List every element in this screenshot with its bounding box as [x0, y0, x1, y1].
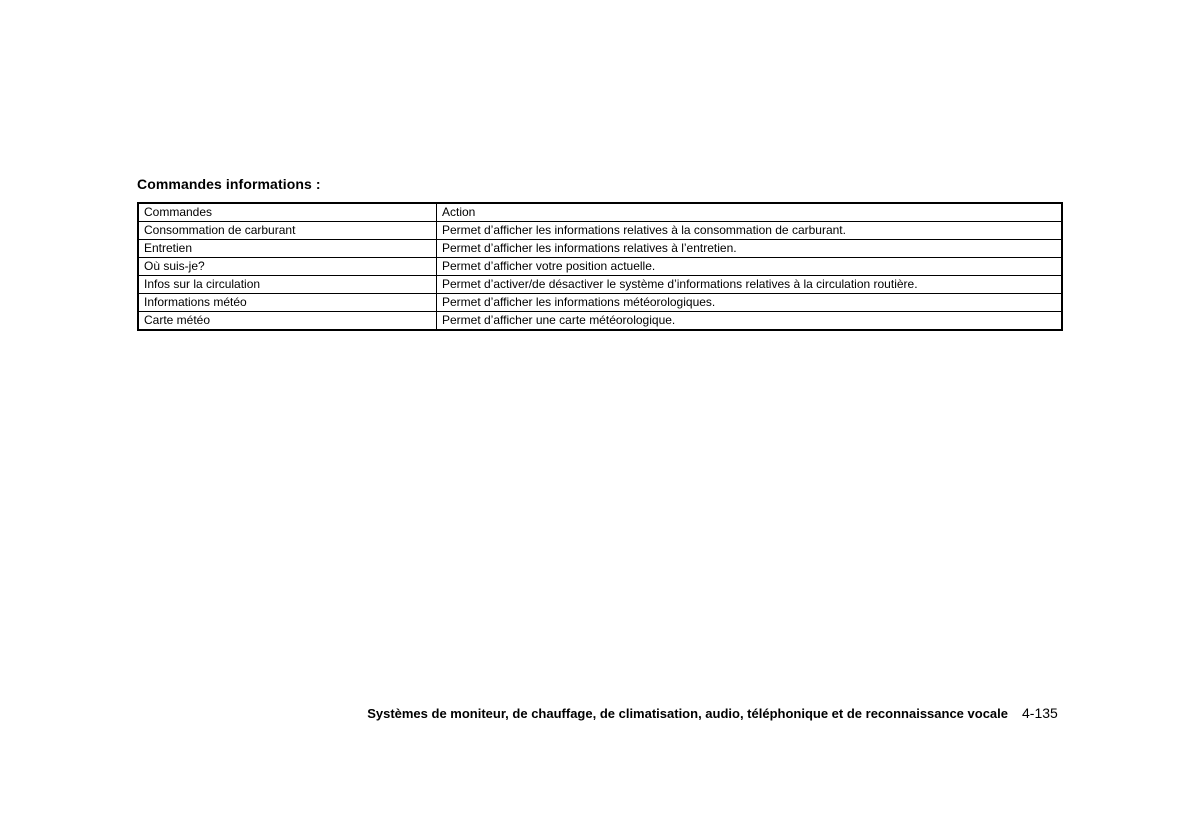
table-header-row [138, 203, 1062, 222]
row-action: Permet d’afficher les informations relatives à l’entretien. [437, 240, 1063, 258]
row-action: Permet d’afficher une carte météorologique. [437, 312, 1063, 331]
row-action: Permet d’afficher votre position actuelle. [437, 258, 1063, 276]
commands-table [137, 202, 1063, 331]
row-command: Entretien [138, 240, 437, 258]
header-commandes: Commandes [138, 203, 437, 222]
page-number: 4-135 [1022, 705, 1058, 721]
table-row [138, 240, 1062, 258]
row-action: Permet d’afficher les informations relatives à la consommation de carburant. [437, 222, 1063, 240]
row-command: Carte météo [138, 312, 437, 331]
section-title: Commandes informations : [137, 176, 321, 192]
row-command: Infos sur la circulation [138, 276, 437, 294]
row-command: Informations météo [138, 294, 437, 312]
row-action: Permet d’activer/de désactiver le système d’informations relatives à la circulation routière. [437, 276, 1063, 294]
row-command: Où suis-je? [138, 258, 437, 276]
table-row [138, 222, 1062, 240]
footer-chapter-title: Systèmes de moniteur, de chauffage, de climatisation, audio, téléphonique et de reconnaissance vocale [367, 706, 1008, 721]
table-row [138, 294, 1062, 312]
table-row [138, 258, 1062, 276]
row-command: Consommation de carburant [138, 222, 437, 240]
table-row [138, 276, 1062, 294]
header-action: Action [437, 203, 1063, 222]
row-action: Permet d’afficher les informations météorologiques. [437, 294, 1063, 312]
table-row [138, 312, 1062, 331]
